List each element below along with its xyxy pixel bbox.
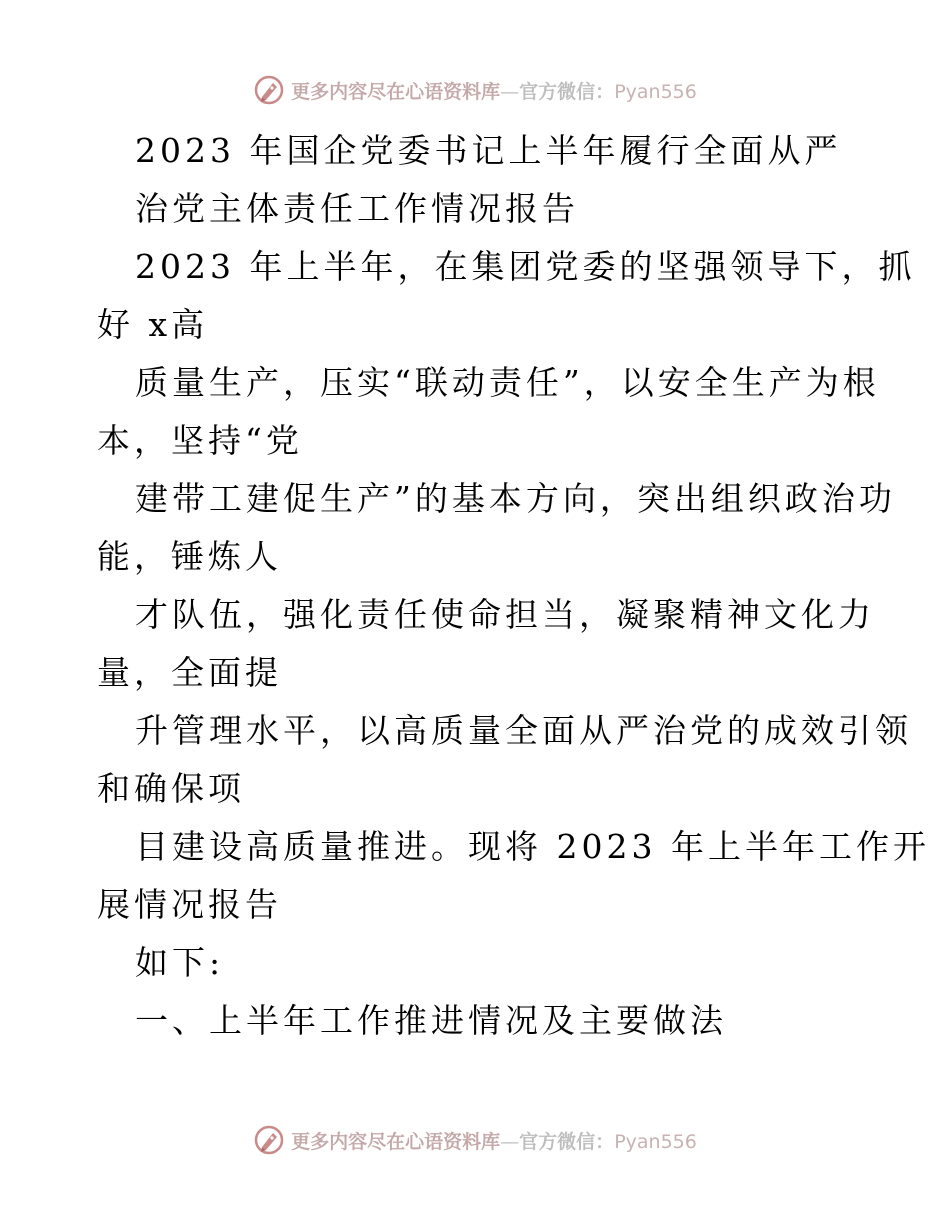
watermark-brand: 更多内容尽在心语资料库 (291, 1130, 501, 1153)
document-line: 和确保项 (97, 769, 245, 808)
document-line: 如下: (135, 943, 225, 982)
watermark-official-label: 官方微信： (519, 80, 615, 103)
document-line: 建带工建促生产”的基本方向，突出组织政治功 (135, 479, 896, 518)
watermark-wechat-id: Pyan556 (614, 80, 697, 103)
document-body (97, 122, 930, 1050)
pen-nib-logo-icon (253, 1124, 285, 1156)
document-line: 2023 年上半年，在集团党委的坚强领导下，抓 (135, 247, 916, 286)
document-line: 质量生产，压实“联动责任”，以安全生产为根 (135, 363, 880, 402)
document-line: 目建设高质量推进。现将 2023 年上半年工作开 (135, 827, 930, 866)
document-line: 才队伍，强化责任使命担当，凝聚精神文化力 (135, 595, 875, 634)
document-line: 本，坚持“党 (97, 421, 303, 460)
document-line: 好 x高 (97, 305, 209, 344)
footer-watermark (0, 1120, 950, 1160)
section-heading: 一、上半年工作推进情况及主要做法 (135, 1001, 727, 1040)
watermark-wechat-id: Pyan556 (614, 1130, 697, 1153)
header-watermark (0, 70, 950, 110)
watermark-text (291, 1127, 697, 1154)
watermark-official-label: 官方微信： (519, 1130, 615, 1153)
document-line: 2023 年国企党委书记上半年履行全面从严 (135, 131, 842, 170)
document-line: 能，锤炼人 (97, 537, 282, 576)
watermark-separator: — (500, 80, 520, 103)
document-line: 量，全面提 (97, 653, 282, 692)
document-line: 治党主体责任工作情况报告 (135, 189, 579, 228)
document-line: 展情况报告 (97, 885, 282, 924)
pen-nib-logo-icon (253, 74, 285, 106)
document-line: 升管理水平，以高质量全面从严治党的成效引领 (135, 711, 912, 750)
watermark-separator: — (500, 1130, 520, 1153)
watermark-brand: 更多内容尽在心语资料库 (291, 80, 501, 103)
watermark-text (291, 77, 697, 104)
